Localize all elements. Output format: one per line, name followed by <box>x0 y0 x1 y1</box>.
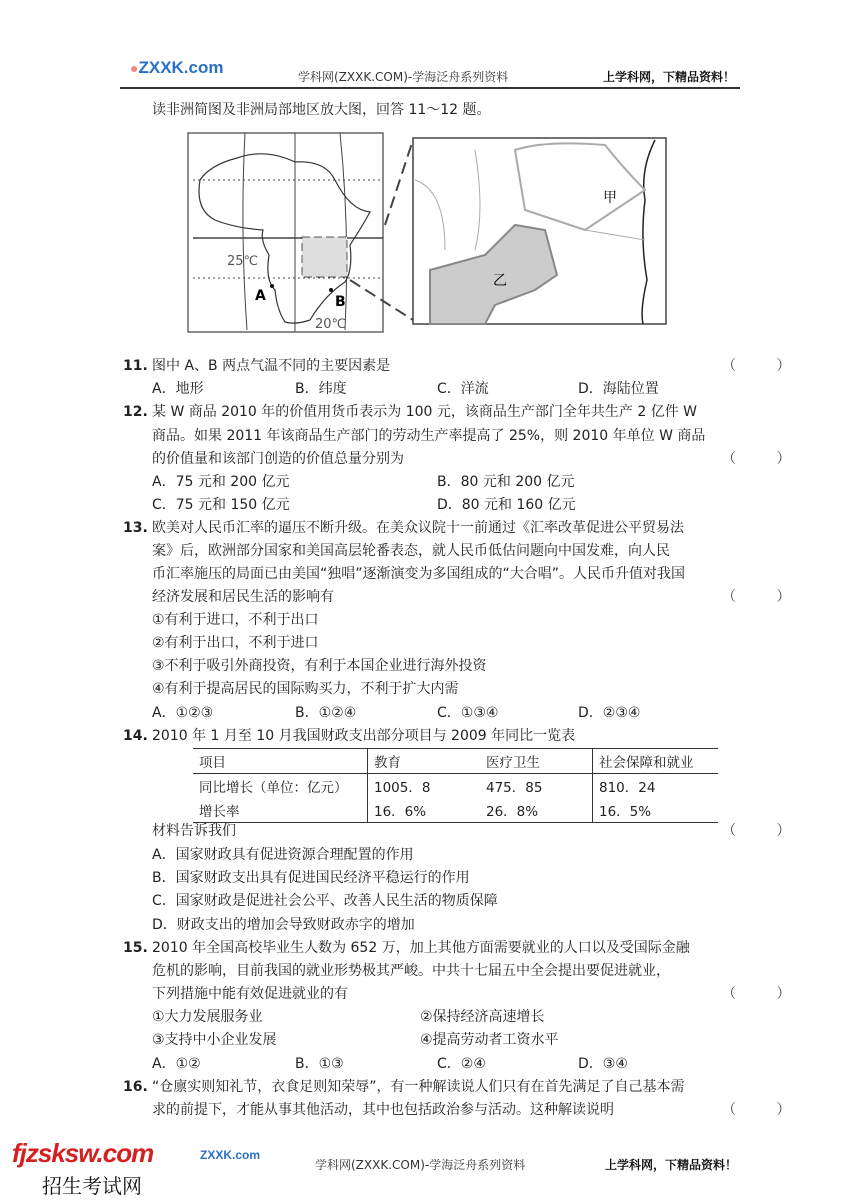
fiscal-expenditure-table <box>193 748 718 823</box>
table-header-row <box>193 749 718 774</box>
q16-number: 16. <box>123 1079 148 1095</box>
q13-option-c: C．①③④ <box>437 705 499 721</box>
q14-option-b: B．国家财政支出具有促进国民经济平稳运行的作用 <box>152 870 470 886</box>
q11-option-c: C．洋流 <box>437 381 489 397</box>
isotherm-25-label: 25℃ <box>227 254 259 269</box>
q13-option-b: B．①②④ <box>295 705 357 721</box>
q13-item-1: ①有利于进口，不利于出口 <box>152 612 319 628</box>
label-yi: 乙 <box>493 273 507 289</box>
table-header-cell: 教育 <box>368 749 481 774</box>
footer-center-text: 学科网(ZXXK.COM)-学海泛舟系列资料 <box>315 1158 526 1172</box>
q15-stem-line: 危机的影响，目前我国的就业形势极其严峻。中共十七届五中全会提出要促进就业， <box>152 963 670 979</box>
q15-option-b: B．①③ <box>295 1056 344 1072</box>
africa-overview-map <box>188 133 383 332</box>
q16-stem-line: “仓廪实则知礼节，衣食足则知荣辱”，有一种解读说人们只有在首先满足了自己基本需 <box>152 1079 685 1095</box>
q13-stem-line: 案》后，欧洲部分国家和美国高层轮番表态，就人民币低估问题向中国发难，向人民 <box>152 543 670 559</box>
q15-answer-blank: （ ） <box>722 986 809 1002</box>
q15-option-d: D．③④ <box>578 1056 628 1072</box>
header-divider <box>120 87 740 89</box>
q13-stem-line: 欧美对人民币汇率的逼压不断升级。在美众议院十一前通过《汇率改革促进公平贸易法 <box>152 520 684 536</box>
q11-stem: 图中 A、B 两点气温不同的主要因素是 <box>152 358 391 374</box>
q12-stem-line: 商品。如果 2011 年该商品生产部门的劳动生产率提高了 25%，则 2010 年单位 W 商品 <box>152 428 706 444</box>
q13-option-d: D．②③④ <box>578 705 641 721</box>
q11-number: 11. <box>123 358 148 374</box>
table-cell: 1005．8 <box>368 774 481 799</box>
q15-item-3: ③支持中小企业发展 <box>152 1032 277 1048</box>
q13-item-3: ③不利于吸引外商投资，有利于本国企业进行海外投资 <box>152 658 487 674</box>
q14-stem: 2010 年 1 月至 10 月我国财政支出部分项目与 2009 年同比一览表 <box>152 728 576 744</box>
isotherm-20-label: 20℃ <box>315 317 347 332</box>
q15-stem-line: 下列措施中能有效促进就业的有 <box>152 986 348 1002</box>
q14-option-a: A．国家财政具有促进资源合理配置的作用 <box>152 847 414 863</box>
q14-sub-stem: 材料告诉我们 <box>152 823 236 839</box>
q15-stem-line: 2010 年全国高校毕业生人数为 652 万，加上其他方面需要就业的人口以及受国际金融 <box>152 940 690 956</box>
zxxk-logo <box>130 58 224 78</box>
q11-answer-blank: （ ） <box>722 358 809 374</box>
q15-number: 15. <box>123 940 148 956</box>
table-header-cell: 项目 <box>193 749 368 774</box>
footer-zxxk-logo: ZXXK.com <box>200 1148 261 1162</box>
footer-right-text: 上学科网，下精品资料！ <box>605 1158 738 1172</box>
q12-number: 12. <box>123 404 148 420</box>
q14-option-c: C．国家财政是促进社会公平、改善人民生活的物质保障 <box>152 893 498 909</box>
table-header-cell: 医疗卫生 <box>480 749 593 774</box>
q12-answer-blank: （ ） <box>722 451 809 467</box>
q13-stem-line: 经济发展和居民生活的影响有 <box>152 589 334 605</box>
q12-option-b: B．80 元和 200 亿元 <box>437 474 575 490</box>
q16-stem-line: 求的前提下，才能从事其他活动，其中也包括政治参与活动。这种解读说明 <box>152 1102 614 1118</box>
label-jia: 甲 <box>603 190 617 206</box>
table-cell: 同比增长（单位：亿元） <box>199 780 348 796</box>
q15-item-2: ②保持经济高速增长 <box>420 1009 545 1025</box>
table-cell: 26．8% <box>486 804 539 820</box>
mascot-icon: ● <box>130 60 139 76</box>
q13-number: 13. <box>123 520 148 536</box>
q13-option-a: A．①②③ <box>152 705 214 721</box>
table-cell: 16．6% <box>368 798 481 823</box>
intro-text: 读非洲简图及非洲局部地区放大图，回答 11～12 题。 <box>152 102 491 118</box>
table-cell: 475．85 <box>486 780 543 796</box>
q12-option-a: A．75 元和 200 亿元 <box>152 474 290 490</box>
q12-stem-line: 的价值量和该部门创造的价值总量分别为 <box>152 451 404 467</box>
region-enlarged-map <box>413 138 666 324</box>
q13-item-2: ②有利于出口，不利于进口 <box>152 635 319 651</box>
zxxk-logo-text: ZXXK.com <box>138 58 224 77</box>
q12-stem-line: 某 W 商品 2010 年的价值用货币表示为 100 元，该商品生产部门全年共生产 2 亿件 W <box>152 404 697 420</box>
q15-option-a: A．①② <box>152 1056 201 1072</box>
q14-number: 14. <box>123 728 148 744</box>
table-header-cell: 社会保障和就业 <box>593 749 719 774</box>
header-center-text: 学科网(ZXXK.COM)-学海泛舟系列资料 <box>298 70 509 84</box>
table-cell: 810．24 <box>593 774 719 799</box>
q13-answer-blank: （ ） <box>722 589 809 605</box>
q16-answer-blank: （ ） <box>722 1102 809 1118</box>
africa-map-figure <box>185 130 670 335</box>
q12-option-d: D．80 元和 160 亿元 <box>437 497 576 513</box>
zsksw-logo-text: 招生考试网 <box>42 1174 142 1198</box>
q14-option-d: D．财政支出的增加会导致财政赤字的增加 <box>152 917 415 933</box>
q15-item-1: ①大力发展服务业 <box>152 1009 263 1025</box>
point-b-label: B <box>335 294 346 310</box>
q14-answer-blank: （ ） <box>722 823 809 839</box>
table-cell: 16．5% <box>593 798 719 823</box>
q13-stem-line: 币汇率施压的局面已由美国“独唱”逐渐演变为多国组成的“大合唱”。人民币升值对我国 <box>152 566 686 582</box>
q13-item-4: ④有利于提高居民的国际购买力，不利于扩大内需 <box>152 681 459 697</box>
table-row <box>193 774 718 799</box>
q15-item-4: ④提高劳动者工资水平 <box>420 1032 559 1048</box>
header-right-text: 上学科网，下精品资料！ <box>603 70 736 84</box>
q11-option-d: D．海陆位置 <box>578 381 659 397</box>
q11-option-b: B．纬度 <box>295 381 347 397</box>
q15-option-c: C．②④ <box>437 1056 486 1072</box>
point-a-label: A <box>255 288 266 304</box>
table-row <box>193 798 718 823</box>
table-cell: 增长率 <box>199 804 240 820</box>
fjzsksw-logo: fjzsksw.com <box>12 1138 154 1168</box>
q11-option-a: A．地形 <box>152 381 204 397</box>
q12-option-c: C．75 元和 150 亿元 <box>152 497 290 513</box>
